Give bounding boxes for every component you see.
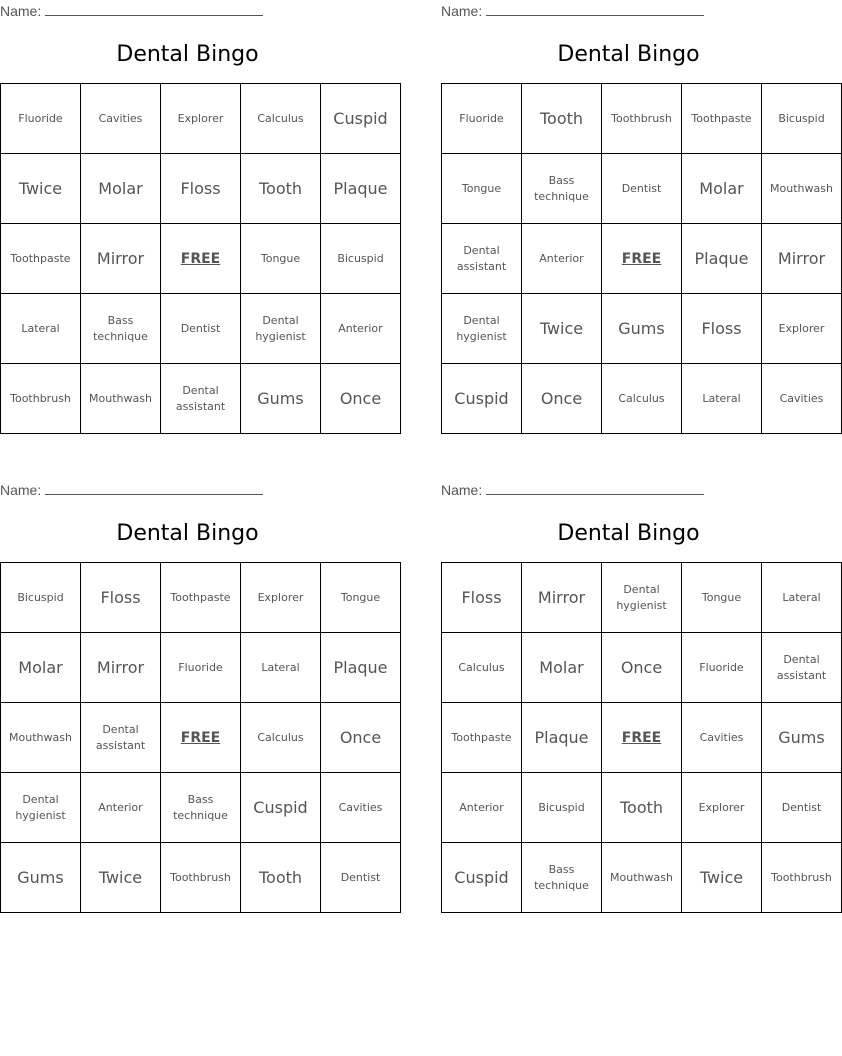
- name-field[interactable]: [0, 2, 263, 19]
- name-blank-line[interactable]: [45, 2, 263, 16]
- free-space-cell[interactable]: FREE: [161, 224, 241, 294]
- bingo-cell[interactable]: Dental assistant: [442, 224, 522, 294]
- bingo-cell[interactable]: Dentist: [161, 294, 241, 364]
- grid-row: [442, 703, 842, 773]
- bingo-cell[interactable]: Calculus: [602, 364, 682, 434]
- bingo-cell[interactable]: Cavities: [321, 773, 401, 843]
- bingo-cell[interactable]: Calculus: [442, 633, 522, 703]
- grid-row: [442, 154, 842, 224]
- free-space-cell[interactable]: FREE: [602, 703, 682, 773]
- bingo-cell[interactable]: Mirror: [81, 633, 161, 703]
- bingo-cell[interactable]: Tongue: [321, 563, 401, 633]
- bingo-cell[interactable]: Tooth: [522, 84, 602, 154]
- name-blank-line[interactable]: [45, 481, 263, 495]
- grid-row: [1, 633, 401, 703]
- bingo-cell[interactable]: Cavities: [762, 364, 842, 434]
- name-label: Name:: [0, 482, 42, 498]
- bingo-cell[interactable]: Fluoride: [682, 633, 762, 703]
- bingo-cell[interactable]: Fluoride: [1, 84, 81, 154]
- bingo-cell[interactable]: Molar: [682, 154, 762, 224]
- bingo-cell[interactable]: Dentist: [602, 154, 682, 224]
- bingo-cell[interactable]: Cuspid: [442, 364, 522, 434]
- bingo-cell[interactable]: Bass technique: [522, 154, 602, 224]
- grid-row: [1, 364, 401, 434]
- name-field[interactable]: [441, 2, 704, 19]
- bingo-cell[interactable]: Mirror: [762, 224, 842, 294]
- bingo-cell[interactable]: Lateral: [762, 563, 842, 633]
- bingo-cell[interactable]: Mouthwash: [1, 703, 81, 773]
- card-title: Dental Bingo: [557, 42, 700, 67]
- bingo-cell[interactable]: Anterior: [522, 224, 602, 294]
- bingo-cell[interactable]: Molar: [81, 154, 161, 224]
- name-label: Name:: [441, 482, 483, 498]
- grid-row: [1, 563, 401, 633]
- bingo-cell[interactable]: Gums: [602, 294, 682, 364]
- bingo-cell[interactable]: Gums: [1, 843, 81, 913]
- bingo-cell[interactable]: Gums: [762, 703, 842, 773]
- card-title: Dental Bingo: [557, 521, 700, 546]
- bingo-cell[interactable]: Bicuspid: [1, 563, 81, 633]
- bingo-cell[interactable]: Toothpaste: [442, 703, 522, 773]
- bingo-cell[interactable]: Dental hygienist: [602, 563, 682, 633]
- grid-row: [442, 224, 842, 294]
- bingo-cell[interactable]: Explorer: [161, 84, 241, 154]
- bingo-cell[interactable]: Bass technique: [81, 294, 161, 364]
- grid-row: [1, 843, 401, 913]
- bingo-cell[interactable]: Plaque: [321, 633, 401, 703]
- bingo-cell[interactable]: Dental assistant: [161, 364, 241, 434]
- bingo-cell[interactable]: Tongue: [442, 154, 522, 224]
- bingo-cell[interactable]: Toothpaste: [682, 84, 762, 154]
- bingo-cell[interactable]: Cavities: [682, 703, 762, 773]
- bingo-cell[interactable]: Fluoride: [161, 633, 241, 703]
- bingo-cell[interactable]: Dentist: [762, 773, 842, 843]
- bingo-grid: [0, 83, 401, 434]
- name-label: Name:: [441, 3, 483, 19]
- bingo-cell[interactable]: Cuspid: [241, 773, 321, 843]
- bingo-card: [0, 479, 388, 915]
- bingo-cell[interactable]: Twice: [1, 154, 81, 224]
- bingo-cell[interactable]: Toothpaste: [1, 224, 81, 294]
- grid-row: [442, 294, 842, 364]
- bingo-cell[interactable]: Mouthwash: [602, 843, 682, 913]
- bingo-cell[interactable]: Floss: [442, 563, 522, 633]
- bingo-cell[interactable]: Tooth: [241, 843, 321, 913]
- bingo-cell[interactable]: Cuspid: [442, 843, 522, 913]
- name-field[interactable]: [441, 481, 704, 498]
- card-title: Dental Bingo: [116, 521, 259, 546]
- bingo-grid: [441, 562, 842, 913]
- bingo-cell[interactable]: Twice: [81, 843, 161, 913]
- bingo-cell[interactable]: Toothpaste: [161, 563, 241, 633]
- bingo-cell[interactable]: Tooth: [241, 154, 321, 224]
- bingo-cell[interactable]: Floss: [81, 563, 161, 633]
- bingo-cell[interactable]: Anterior: [81, 773, 161, 843]
- bingo-cell[interactable]: Once: [522, 364, 602, 434]
- grid-row: [1, 773, 401, 843]
- free-space-cell[interactable]: FREE: [602, 224, 682, 294]
- bingo-cell[interactable]: Anterior: [442, 773, 522, 843]
- bingo-cell[interactable]: Molar: [1, 633, 81, 703]
- grid-row: [1, 294, 401, 364]
- bingo-cell[interactable]: Plaque: [522, 703, 602, 773]
- bingo-cell[interactable]: Dental hygienist: [1, 773, 81, 843]
- bingo-cell[interactable]: Plaque: [321, 154, 401, 224]
- card-title: Dental Bingo: [116, 42, 259, 67]
- bingo-cell[interactable]: Tooth: [602, 773, 682, 843]
- bingo-cell[interactable]: Once: [321, 364, 401, 434]
- bingo-cell[interactable]: Mirror: [81, 224, 161, 294]
- bingo-cell[interactable]: Once: [602, 633, 682, 703]
- name-field[interactable]: [0, 481, 263, 498]
- bingo-cell[interactable]: Plaque: [682, 224, 762, 294]
- bingo-cell[interactable]: Explorer: [682, 773, 762, 843]
- bingo-cell[interactable]: Dental assistant: [762, 633, 842, 703]
- bingo-cell[interactable]: Cuspid: [321, 84, 401, 154]
- grid-row: [1, 224, 401, 294]
- bingo-cell[interactable]: Twice: [682, 843, 762, 913]
- bingo-cell[interactable]: Calculus: [241, 84, 321, 154]
- bingo-cell[interactable]: Floss: [682, 294, 762, 364]
- bingo-cell[interactable]: Mouthwash: [81, 364, 161, 434]
- bingo-card: [441, 0, 833, 436]
- bingo-cell[interactable]: Tongue: [241, 224, 321, 294]
- bingo-cell[interactable]: Molar: [522, 633, 602, 703]
- grid-row: [442, 843, 842, 913]
- grid-row: [442, 563, 842, 633]
- bingo-card: [0, 0, 388, 436]
- bingo-grid: [0, 562, 401, 913]
- free-space-cell[interactable]: FREE: [161, 703, 241, 773]
- bingo-cell[interactable]: Tongue: [682, 563, 762, 633]
- bingo-cell[interactable]: Lateral: [241, 633, 321, 703]
- bingo-cell[interactable]: Calculus: [241, 703, 321, 773]
- bingo-cell[interactable]: Toothbrush: [762, 843, 842, 913]
- grid-row: [1, 154, 401, 224]
- bingo-cell[interactable]: Fluoride: [442, 84, 522, 154]
- name-blank-line[interactable]: [486, 2, 704, 16]
- bingo-cell[interactable]: Once: [321, 703, 401, 773]
- grid-row: [442, 364, 842, 434]
- name-label: Name:: [0, 3, 42, 19]
- bingo-cell[interactable]: Lateral: [682, 364, 762, 434]
- bingo-cell[interactable]: Explorer: [762, 294, 842, 364]
- bingo-cell[interactable]: Bass technique: [161, 773, 241, 843]
- grid-row: [442, 633, 842, 703]
- bingo-cell[interactable]: Bicuspid: [321, 224, 401, 294]
- grid-row: [442, 773, 842, 843]
- bingo-cell[interactable]: Cavities: [81, 84, 161, 154]
- bingo-cell[interactable]: Gums: [241, 364, 321, 434]
- bingo-cell[interactable]: Toothbrush: [161, 843, 241, 913]
- bingo-grid: [441, 83, 842, 434]
- bingo-card: [441, 479, 832, 915]
- bingo-cell[interactable]: Dentist: [321, 843, 401, 913]
- bingo-cell[interactable]: Bicuspid: [522, 773, 602, 843]
- bingo-cell[interactable]: Mirror: [522, 563, 602, 633]
- bingo-cell[interactable]: Dental hygienist: [442, 294, 522, 364]
- grid-row: [1, 84, 401, 154]
- bingo-cell[interactable]: Lateral: [1, 294, 81, 364]
- grid-row: [442, 84, 842, 154]
- bingo-cell[interactable]: Bicuspid: [762, 84, 842, 154]
- bingo-cell[interactable]: Toothbrush: [602, 84, 682, 154]
- bingo-cell[interactable]: Twice: [522, 294, 602, 364]
- name-blank-line[interactable]: [486, 481, 704, 495]
- bingo-cell[interactable]: Dental hygienist: [241, 294, 321, 364]
- bingo-cell[interactable]: Explorer: [241, 563, 321, 633]
- bingo-cell[interactable]: Dental assistant: [81, 703, 161, 773]
- bingo-cell[interactable]: Mouthwash: [762, 154, 842, 224]
- grid-row: [1, 703, 401, 773]
- bingo-cell[interactable]: Anterior: [321, 294, 401, 364]
- bingo-cell[interactable]: Bass technique: [522, 843, 602, 913]
- bingo-cell[interactable]: Toothbrush: [1, 364, 81, 434]
- bingo-cell[interactable]: Floss: [161, 154, 241, 224]
